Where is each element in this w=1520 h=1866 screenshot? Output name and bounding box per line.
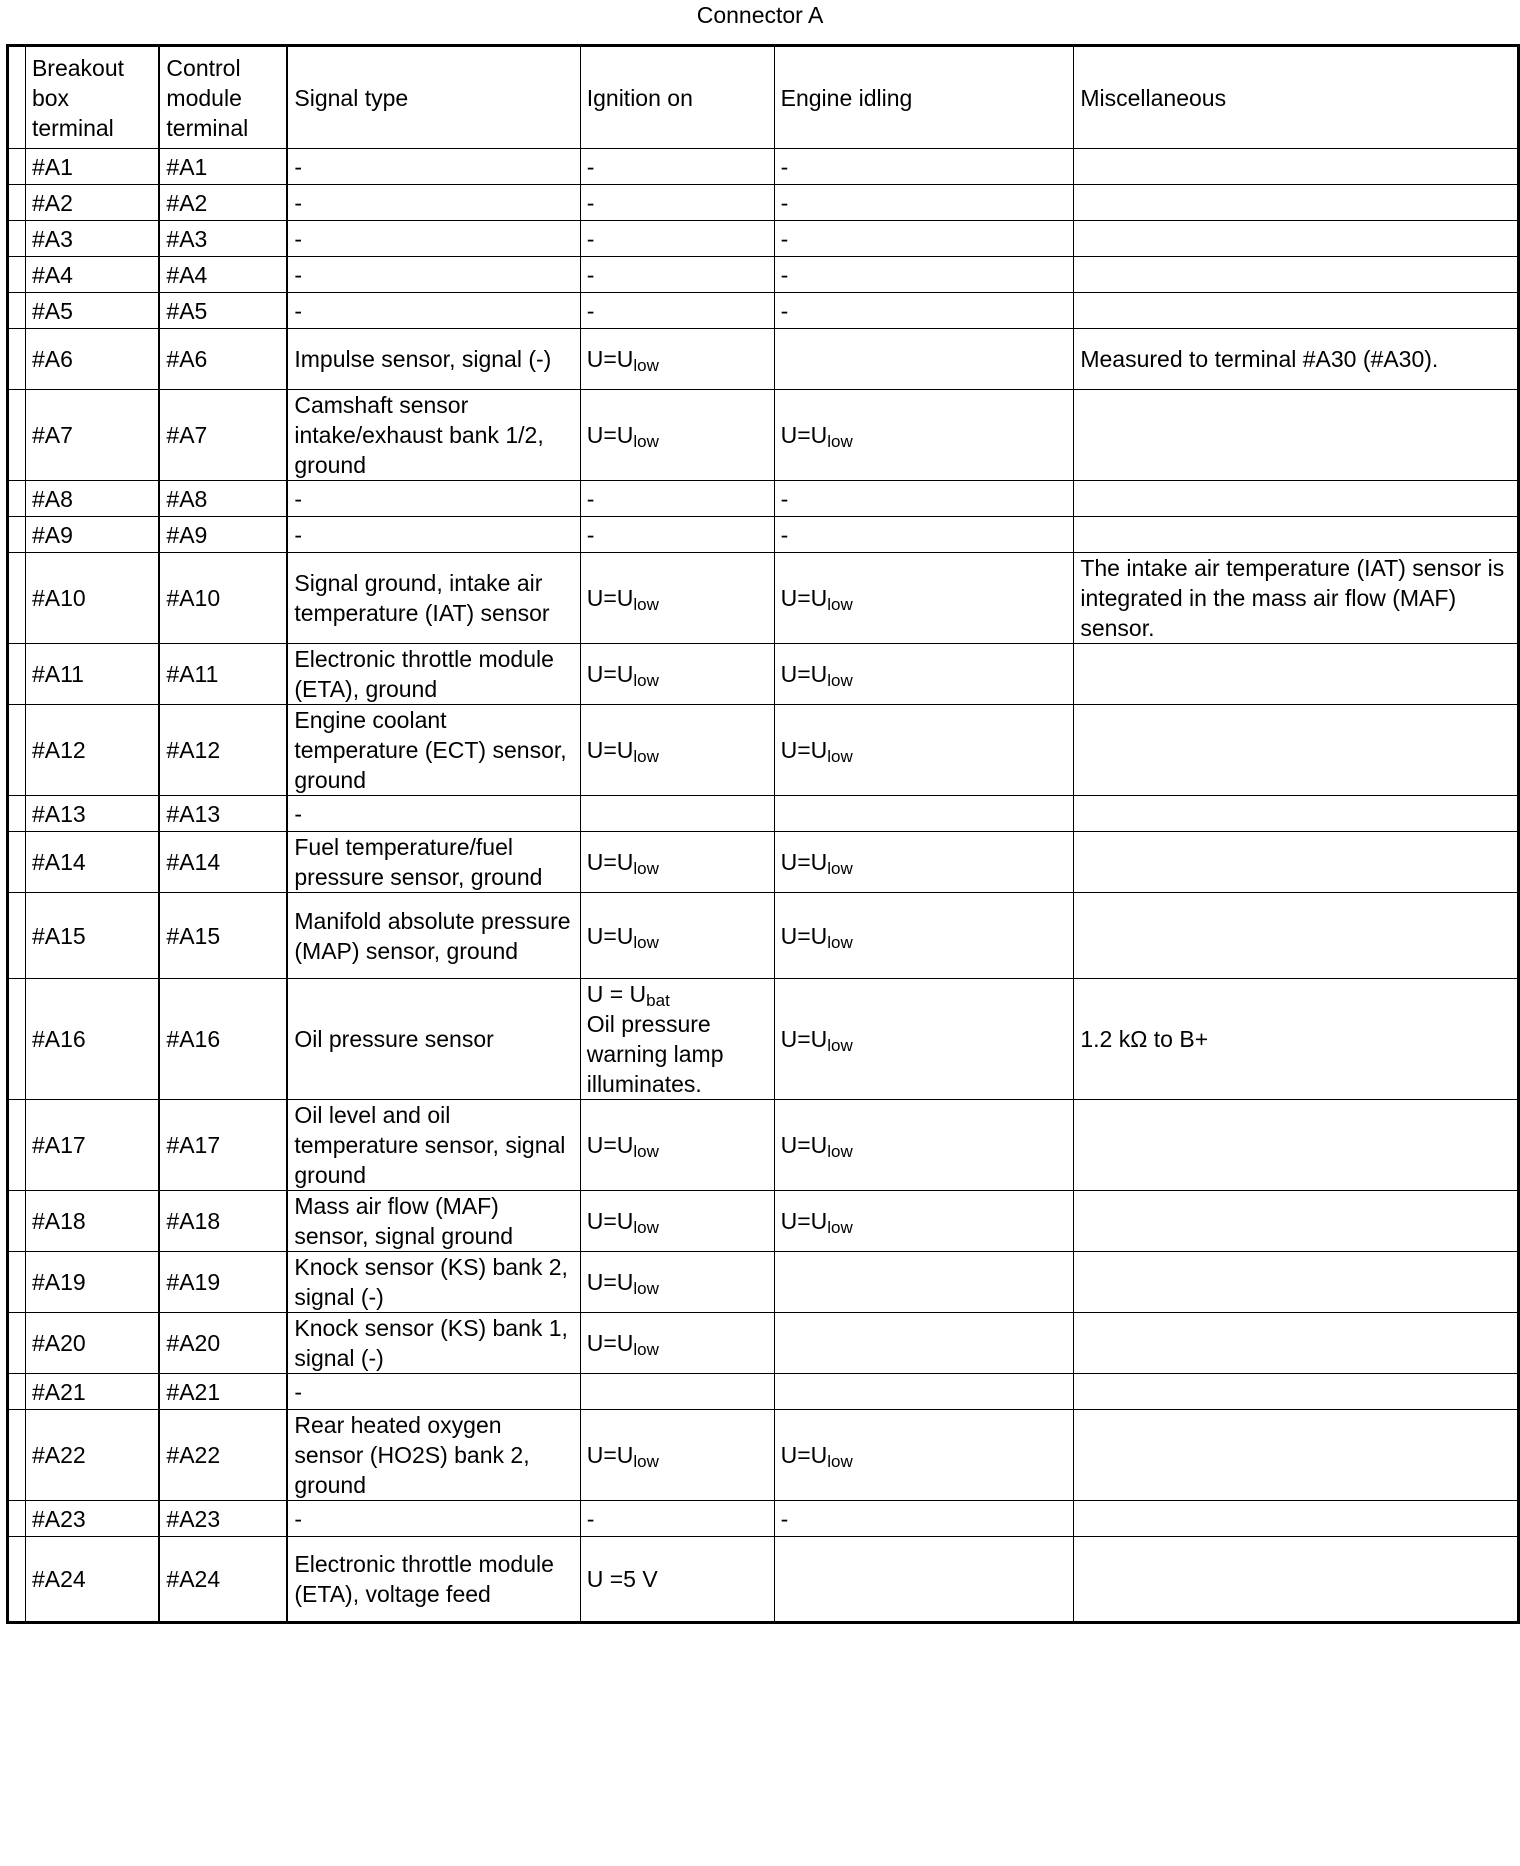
- cell-miscellaneous: The intake air temperature (IAT) sensor is integrated in the mass air flow (MAF) sensor.: [1074, 553, 1519, 644]
- cell-miscellaneous: [1074, 1501, 1519, 1537]
- cell-signal-type: Signal ground, intake air temperature (IAT) sensor: [287, 553, 580, 644]
- cell-engine-idling: $U=U_{low}$: [774, 832, 1074, 893]
- cell-ignition-on: [580, 1374, 774, 1410]
- cell-miscellaneous: [1074, 1100, 1519, 1191]
- cell-signal-type: -: [287, 293, 580, 329]
- cell-miscellaneous: [1074, 644, 1519, 705]
- cell-control-module-terminal: #A22: [159, 1410, 287, 1501]
- table-row: [8, 185, 1519, 221]
- cell-signal-type: -: [287, 185, 580, 221]
- table-row: [8, 1537, 1519, 1623]
- cell-breakout-box-terminal: #A17: [25, 1100, 159, 1191]
- cell-control-module-terminal: #A13: [159, 796, 287, 832]
- cell-miscellaneous: [1074, 1191, 1519, 1252]
- cell-control-module-terminal: #A8: [159, 481, 287, 517]
- cell-breakout-box-terminal: #A24: [25, 1537, 159, 1623]
- cell-control-module-terminal: #A7: [159, 390, 287, 481]
- cell-control-module-terminal: #A5: [159, 293, 287, 329]
- cell-engine-idling: [774, 796, 1074, 832]
- row-stub: [8, 1252, 26, 1313]
- cell-engine-idling: [774, 1252, 1074, 1313]
- row-stub: [8, 1313, 26, 1374]
- cell-control-module-terminal: #A10: [159, 553, 287, 644]
- cell-ignition-on: -: [580, 185, 774, 221]
- cell-ignition-on: -: [580, 257, 774, 293]
- row-stub: [8, 390, 26, 481]
- header-control-module-terminal: Control module terminal: [159, 46, 287, 149]
- cell-ignition-on: $U=U_{low}$: [580, 390, 774, 481]
- cell-signal-type: -: [287, 1374, 580, 1410]
- cell-breakout-box-terminal: #A4: [25, 257, 159, 293]
- terminal-table: [6, 44, 1520, 1624]
- cell-engine-idling: -: [774, 149, 1074, 185]
- cell-breakout-box-terminal: #A1: [25, 149, 159, 185]
- cell-engine-idling: -: [774, 293, 1074, 329]
- header-ignition-on: Ignition on: [580, 46, 774, 149]
- cell-breakout-box-terminal: #A19: [25, 1252, 159, 1313]
- cell-engine-idling: $U=U_{low}$: [774, 553, 1074, 644]
- cell-breakout-box-terminal: #A3: [25, 221, 159, 257]
- row-stub: [8, 705, 26, 796]
- cell-breakout-box-terminal: #A12: [25, 705, 159, 796]
- cell-breakout-box-terminal: #A9: [25, 517, 159, 553]
- cell-miscellaneous: Measured to terminal #A30 (#A30).: [1074, 329, 1519, 390]
- cell-engine-idling: $U=U_{low}$: [774, 1410, 1074, 1501]
- cell-miscellaneous: [1074, 1410, 1519, 1501]
- cell-control-module-terminal: #A3: [159, 221, 287, 257]
- cell-ignition-on: U =5 V: [580, 1537, 774, 1623]
- cell-ignition-on: $U=U_{low}$: [580, 329, 774, 390]
- row-stub: [8, 293, 26, 329]
- cell-signal-type: Impulse sensor, signal (-): [287, 329, 580, 390]
- cell-breakout-box-terminal: #A23: [25, 1501, 159, 1537]
- cell-breakout-box-terminal: #A5: [25, 293, 159, 329]
- table-row: [8, 257, 1519, 293]
- row-stub: [8, 1501, 26, 1537]
- table-row: [8, 149, 1519, 185]
- cell-breakout-box-terminal: #A6: [25, 329, 159, 390]
- cell-ignition-on: $U=U_{low}$: [580, 1191, 774, 1252]
- cell-control-module-terminal: #A12: [159, 705, 287, 796]
- row-stub: [8, 796, 26, 832]
- cell-ignition-on: $U=U_{low}$: [580, 705, 774, 796]
- cell-control-module-terminal: #A1: [159, 149, 287, 185]
- table-row: [8, 796, 1519, 832]
- cell-breakout-box-terminal: #A16: [25, 979, 159, 1100]
- cell-ignition-on: $U=U_{low}$: [580, 1410, 774, 1501]
- cell-engine-idling: -: [774, 185, 1074, 221]
- row-stub: [8, 979, 26, 1100]
- cell-engine-idling: -: [774, 481, 1074, 517]
- cell-breakout-box-terminal: #A2: [25, 185, 159, 221]
- cell-control-module-terminal: #A2: [159, 185, 287, 221]
- row-stub: [8, 517, 26, 553]
- cell-breakout-box-terminal: #A20: [25, 1313, 159, 1374]
- cell-miscellaneous: [1074, 185, 1519, 221]
- cell-ignition-on: -: [580, 481, 774, 517]
- cell-breakout-box-terminal: #A15: [25, 893, 159, 979]
- row-stub: [8, 1374, 26, 1410]
- row-stub: [8, 1191, 26, 1252]
- row-stub: [8, 221, 26, 257]
- cell-breakout-box-terminal: #A21: [25, 1374, 159, 1410]
- cell-engine-idling: $U=U_{low}$: [774, 390, 1074, 481]
- cell-breakout-box-terminal: #A13: [25, 796, 159, 832]
- cell-engine-idling: [774, 1537, 1074, 1623]
- cell-control-module-terminal: #A21: [159, 1374, 287, 1410]
- cell-ignition-on: $U=U_{low}$: [580, 1100, 774, 1191]
- table-row: [8, 1410, 1519, 1501]
- cell-breakout-box-terminal: #A7: [25, 390, 159, 481]
- table-row: [8, 1313, 1519, 1374]
- cell-engine-idling: -: [774, 257, 1074, 293]
- row-stub: [8, 644, 26, 705]
- cell-signal-type: Electronic throttle module (ETA), voltage feed: [287, 1537, 580, 1623]
- cell-control-module-terminal: #A11: [159, 644, 287, 705]
- cell-control-module-terminal: #A4: [159, 257, 287, 293]
- row-stub: [8, 553, 26, 644]
- cell-miscellaneous: [1074, 796, 1519, 832]
- cell-ignition-on: $U=U_{low}$: [580, 1313, 774, 1374]
- cell-signal-type: Engine coolant temperature (ECT) sensor, ground: [287, 705, 580, 796]
- cell-miscellaneous: [1074, 893, 1519, 979]
- cell-breakout-box-terminal: #A18: [25, 1191, 159, 1252]
- table-row: [8, 1374, 1519, 1410]
- cell-signal-type: -: [287, 796, 580, 832]
- cell-engine-idling: [774, 329, 1074, 390]
- cell-signal-type: Fuel temperature/fuel pressure sensor, ground: [287, 832, 580, 893]
- cell-engine-idling: $U=U_{low}$: [774, 1191, 1074, 1252]
- cell-ignition-on: -: [580, 293, 774, 329]
- cell-miscellaneous: [1074, 149, 1519, 185]
- table-row: [8, 329, 1519, 390]
- cell-ignition-on: $U=U_{low}$: [580, 553, 774, 644]
- row-stub: [8, 46, 26, 149]
- cell-engine-idling: $U=U_{low}$: [774, 979, 1074, 1100]
- cell-signal-type: Oil level and oil temperature sensor, signal ground: [287, 1100, 580, 1191]
- cell-signal-type: Camshaft sensor intake/exhaust bank 1/2, ground: [287, 390, 580, 481]
- table-row: [8, 832, 1519, 893]
- cell-signal-type: -: [287, 149, 580, 185]
- cell-miscellaneous: [1074, 1313, 1519, 1374]
- cell-engine-idling: -: [774, 221, 1074, 257]
- header-signal-type: Signal type: [287, 46, 580, 149]
- cell-control-module-terminal: #A9: [159, 517, 287, 553]
- cell-ignition-on: $U=U_{low}$: [580, 893, 774, 979]
- cell-control-module-terminal: #A16: [159, 979, 287, 1100]
- table-row: [8, 1191, 1519, 1252]
- table-row: [8, 553, 1519, 644]
- header-breakout-box-terminal: Breakout box terminal: [25, 46, 159, 149]
- cell-control-module-terminal: #A23: [159, 1501, 287, 1537]
- table-row: [8, 893, 1519, 979]
- table-row: [8, 1252, 1519, 1313]
- cell-ignition-on: $U=U_{low}$: [580, 644, 774, 705]
- connector-title: Connector A: [696, 2, 824, 28]
- cell-control-module-terminal: #A17: [159, 1100, 287, 1191]
- table-row: [8, 517, 1519, 553]
- cell-ignition-on: $U = U_{bat}$ Oil pressure warning lamp illuminates.: [580, 979, 774, 1100]
- header-miscellaneous: Miscellaneous: [1074, 46, 1519, 149]
- cell-miscellaneous: [1074, 390, 1519, 481]
- cell-miscellaneous: 1.2 kΩ to B+: [1074, 979, 1519, 1100]
- cell-control-module-terminal: #A19: [159, 1252, 287, 1313]
- cell-miscellaneous: [1074, 481, 1519, 517]
- cell-miscellaneous: [1074, 1374, 1519, 1410]
- cell-breakout-box-terminal: #A22: [25, 1410, 159, 1501]
- table-row: [8, 644, 1519, 705]
- cell-engine-idling: $U=U_{low}$: [774, 1100, 1074, 1191]
- cell-miscellaneous: [1074, 1537, 1519, 1623]
- cell-breakout-box-terminal: #A11: [25, 644, 159, 705]
- cell-control-module-terminal: #A14: [159, 832, 287, 893]
- cell-engine-idling: -: [774, 517, 1074, 553]
- cell-breakout-box-terminal: #A8: [25, 481, 159, 517]
- row-stub: [8, 832, 26, 893]
- cell-signal-type: Electronic throttle module (ETA), ground: [287, 644, 580, 705]
- cell-engine-idling: $U=U_{low}$: [774, 705, 1074, 796]
- cell-miscellaneous: [1074, 257, 1519, 293]
- cell-signal-type: Rear heated oxygen sensor (HO2S) bank 2, ground: [287, 1410, 580, 1501]
- header-row: [8, 46, 1519, 149]
- table-row: [8, 390, 1519, 481]
- cell-ignition-on: $U=U_{low}$: [580, 832, 774, 893]
- row-stub: [8, 149, 26, 185]
- header-engine-idling: Engine idling: [774, 46, 1074, 149]
- table-row: [8, 705, 1519, 796]
- cell-miscellaneous: [1074, 517, 1519, 553]
- cell-engine-idling: [774, 1313, 1074, 1374]
- cell-engine-idling: $U=U_{low}$: [774, 644, 1074, 705]
- table-row: [8, 979, 1519, 1100]
- cell-ignition-on: [580, 796, 774, 832]
- cell-control-module-terminal: #A15: [159, 893, 287, 979]
- cell-ignition-on: -: [580, 149, 774, 185]
- row-stub: [8, 257, 26, 293]
- row-stub: [8, 329, 26, 390]
- table-row: [8, 1100, 1519, 1191]
- cell-miscellaneous: [1074, 293, 1519, 329]
- row-stub: [8, 1410, 26, 1501]
- cell-breakout-box-terminal: #A14: [25, 832, 159, 893]
- cell-signal-type: Manifold absolute pressure (MAP) sensor, ground: [287, 893, 580, 979]
- row-stub: [8, 1537, 26, 1623]
- cell-miscellaneous: [1074, 705, 1519, 796]
- cell-signal-type: Knock sensor (KS) bank 1, signal (-): [287, 1313, 580, 1374]
- table-body: [8, 149, 1519, 1623]
- cell-engine-idling: $U=U_{low}$: [774, 893, 1074, 979]
- cell-control-module-terminal: #A24: [159, 1537, 287, 1623]
- cell-signal-type: -: [287, 517, 580, 553]
- cell-control-module-terminal: #A6: [159, 329, 287, 390]
- table-row: [8, 481, 1519, 517]
- cell-miscellaneous: [1074, 1252, 1519, 1313]
- cell-ignition-on: -: [580, 221, 774, 257]
- cell-miscellaneous: [1074, 221, 1519, 257]
- cell-ignition-on: $U=U_{low}$: [580, 1252, 774, 1313]
- table-row: [8, 293, 1519, 329]
- cell-engine-idling: -: [774, 1501, 1074, 1537]
- cell-control-module-terminal: #A18: [159, 1191, 287, 1252]
- cell-signal-type: -: [287, 481, 580, 517]
- cell-control-module-terminal: #A20: [159, 1313, 287, 1374]
- cell-signal-type: Oil pressure sensor: [287, 979, 580, 1100]
- cell-signal-type: -: [287, 257, 580, 293]
- cell-signal-type: -: [287, 221, 580, 257]
- row-stub: [8, 481, 26, 517]
- row-stub: [8, 893, 26, 979]
- cell-breakout-box-terminal: #A10: [25, 553, 159, 644]
- cell-miscellaneous: [1074, 832, 1519, 893]
- row-stub: [8, 1100, 26, 1191]
- table-row: [8, 1501, 1519, 1537]
- cell-ignition-on: -: [580, 517, 774, 553]
- table-wrapper: [6, 44, 1520, 1624]
- table-row: [8, 221, 1519, 257]
- cell-ignition-on: -: [580, 1501, 774, 1537]
- cell-signal-type: -: [287, 1501, 580, 1537]
- row-stub: [8, 185, 26, 221]
- cell-signal-type: Knock sensor (KS) bank 2, signal (-): [287, 1252, 580, 1313]
- cell-engine-idling: [774, 1374, 1074, 1410]
- cell-signal-type: Mass air flow (MAF) sensor, signal ground: [287, 1191, 580, 1252]
